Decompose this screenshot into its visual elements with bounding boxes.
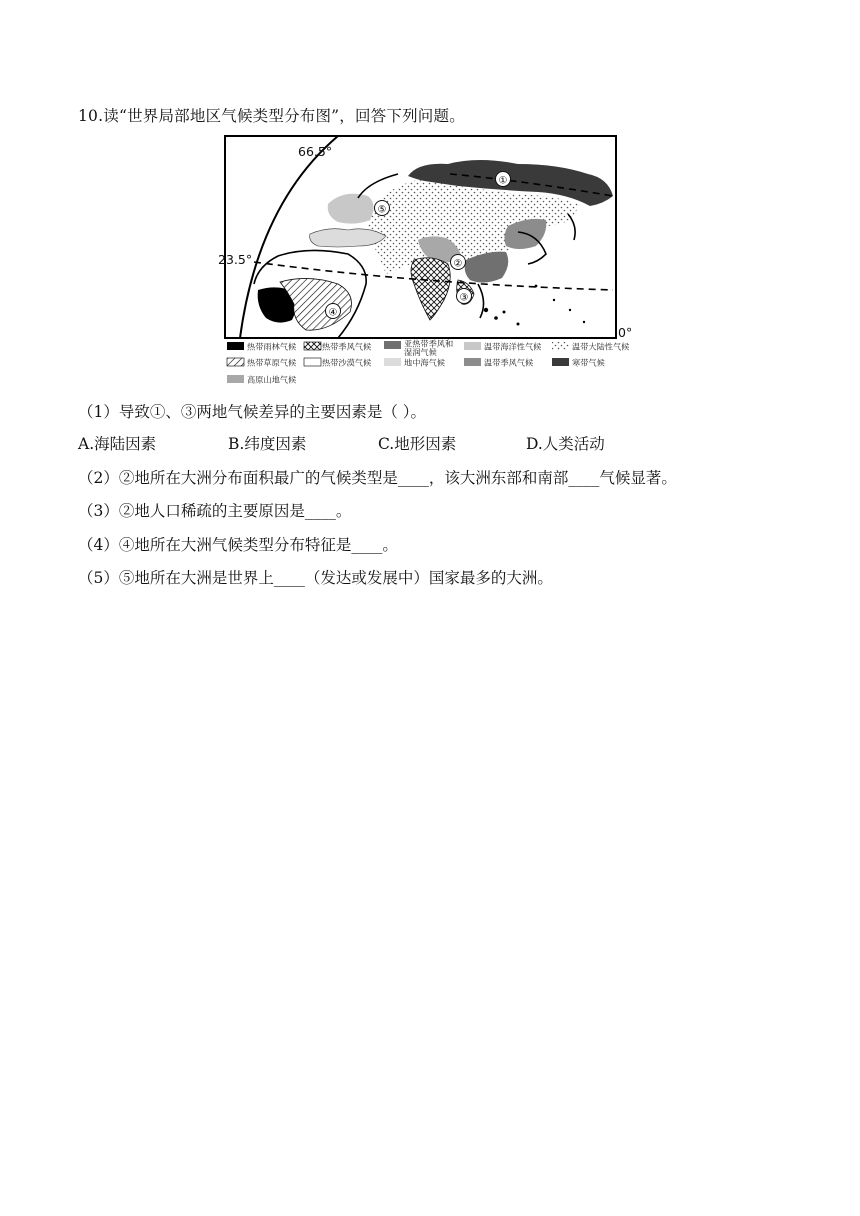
marker-5-label: ⑤ — [377, 204, 387, 216]
marker-4-label: ④ — [328, 307, 338, 319]
option-c[interactable]: C.地形因素 — [378, 435, 457, 453]
option-d[interactable]: D.人类活动 — [526, 435, 605, 453]
sub-question-5: （5）⑤地所在大洲是世界上____（发达或发展中）国家最多的大洲。 — [78, 569, 553, 587]
marker-2 — [451, 255, 466, 270]
legend-tropical-monsoon: 热带季风气候 — [322, 341, 372, 352]
legend-temperate-monsoon: 温带季风气候 — [484, 357, 534, 368]
legend-mediterranean: 地中海气候 — [404, 357, 445, 368]
climate-map-figure — [218, 134, 644, 390]
legend-tropical-rainforest: 热带雨林气候 — [247, 341, 297, 352]
climate-map-svg — [218, 134, 644, 390]
marker-5 — [375, 201, 390, 216]
options-row — [78, 432, 698, 456]
option-b[interactable]: B.纬度因素 — [228, 435, 307, 453]
marker-3-label: ③ — [459, 292, 469, 304]
question-title: 10.读“世界局部地区气候类型分布图”，回答下列问题。 — [78, 107, 465, 125]
legend-subtropical-monsoon-2: 湿润气候 — [404, 347, 437, 357]
legend-plateau-mountain: 高原山地气候 — [247, 374, 297, 385]
map-legend — [227, 339, 629, 385]
marker-1 — [496, 172, 511, 187]
sub-question-1: （1）导致①、③两地气候差异的主要因素是（ ）。 — [78, 403, 427, 421]
legend-temperate-marine: 温带海洋性气候 — [484, 341, 542, 352]
sub-question-3: （3）②地人口稀疏的主要原因是____。 — [78, 502, 352, 520]
legend-subtropical-monsoon: 亚热带季风和 — [404, 338, 454, 349]
sub-question-2: （2）②地所在大洲分布面积最广的气候类型是____，该大洲东部和南部____气候显著。 — [78, 469, 677, 487]
sub-question-4: （4）④地所在大洲气候类型分布特征是____。 — [78, 536, 398, 554]
option-a[interactable]: A.海陆因素 — [78, 435, 157, 453]
marker-3 — [457, 289, 472, 304]
legend-tropical-desert: 热带沙漠气候 — [322, 357, 372, 368]
lat-label-0: 0° — [618, 325, 633, 340]
marker-1-label: ① — [498, 175, 508, 187]
lat-label-66: 66.5° — [298, 144, 333, 159]
legend-temperate-continental: 温带大陆性气候 — [572, 341, 630, 352]
lat-label-23: 23.5° — [218, 252, 253, 267]
marker-2-label: ② — [453, 258, 463, 270]
legend-cold-zone: 寒带气候 — [572, 357, 605, 368]
marker-4 — [326, 304, 341, 319]
legend-tropical-savanna: 热带草原气候 — [247, 357, 297, 368]
